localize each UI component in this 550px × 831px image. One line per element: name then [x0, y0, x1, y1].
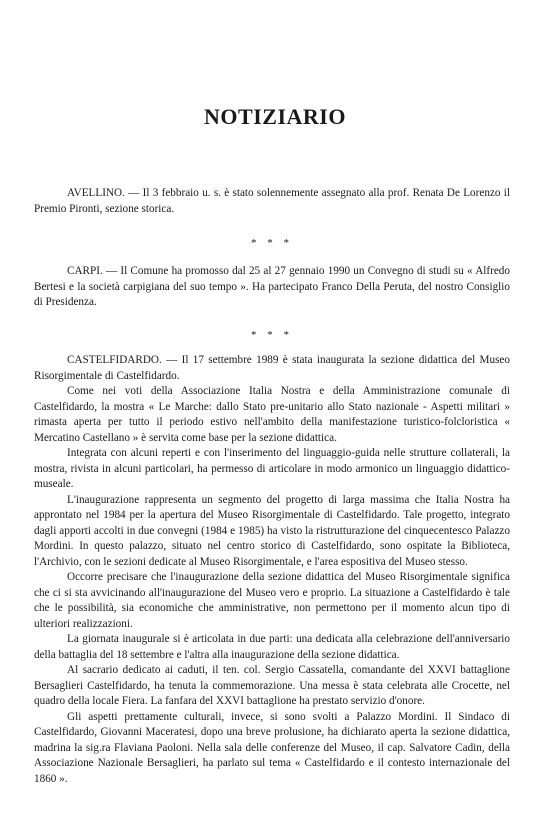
- section-castelfidardo: [34, 353, 510, 787]
- paragraph: CARPI. — Il Comune ha promosso dal 25 al 27 gennaio 1990 un Convegno di studi su « Alfredo Bertesi e la società carpigiana del suo tempo ». Ha partecipato Franco Della Peruta, del nostro Consiglio di Presidenza.: [34, 265, 510, 308]
- paragraph: Gli aspetti prettamente culturali, invece, si sono svolti a Palazzo Mordini. Il Sindaco di Castelfidardo, Giovanni Maceratesi, dopo una breve prolusione, ha dichiarato aperta la sezione didattica, madrina la sig.ra Flaviana Paoloni. Nella sala delle conferenze del Museo, il cap. Salvatore Cadin, della Associazione Nazionale Bersaglieri, ha parlato sul tema « Castelfidardo e il contesto internazionale del 1860 ».: [34, 710, 510, 785]
- separator-stars: * * *: [251, 329, 293, 341]
- paragraph: AVELLINO. — Il 3 febbraio u. s. è stato solennemente assegnato alla prof. Renata De Lorenzo il Premio Pironti, sezione storica.: [34, 187, 510, 215]
- paragraph: Come nei voti della Associazione Italia Nostra e della Amministrazione comunale di Castelfidardo, la mostra « Le Marche: dallo Stato pre-unitario allo Stato nazionale - Aspetti militari » rimasta aperta per tutto il periodo estivo nell'ambito della manifestazione turistico-folcloristica « Mercatino Castellano » è servita come base per la sezione didattica.: [34, 385, 510, 444]
- separator-1: [34, 236, 510, 252]
- paragraph: L'inaugurazione rappresenta un segmento del progetto di larga massima che Italia Nostra ha approntato nel 1984 per la apertura del Museo Risorgimentale di Castelfidardo. Tale progetto, integrato dagli apporti accolti in due convegni (1984 e 1985) ha visto la ristrutturazione del cinquecentesco Palazzo Mordini. In questo palazzo, situato nel centro storico di Castelfidardo, sono ospitate la Biblioteca, l'Archivio, con le sezioni dedicate al Museo Risorgimentale, e l'area espositiva del Museo stesso.: [34, 493, 510, 568]
- paragraph: CASTELFIDARDO. — Il 17 settembre 1989 è stata inaugurata la sezione didattica del Museo Risorgimentale di Castelfidardo.: [34, 354, 510, 382]
- paragraph: Occorre precisare che l'inaugurazione della sezione didattica del Museo Risorgimentale significa che ci si sta avvicinando all'inaugurazione del Museo vero e proprio. La situazione a Castelfidardo è tale che le possibilità, sia economiche che amministrative, non permettono per il momento alcun tipo di ulteriori realizzazioni.: [34, 571, 510, 630]
- paragraph: La giornata inaugurale si è articolata in due parti: una dedicata alla celebrazione dell'anniversario della battaglia del 18 settembre e l'altra alla inaugurazione della sezione didattica.: [34, 633, 510, 661]
- section-avellino: [34, 186, 510, 217]
- paragraph: Integrata con alcuni reperti e con l'inserimento del linguaggio-guida nelle strutture collaterali, la mostra, rivista in alcuni particolari, ha permesso di articolare in modo armonico un linguaggio didattico-museale.: [34, 447, 510, 490]
- page-title: NOTIZIARIO: [204, 104, 346, 129]
- section-carpi: [34, 264, 510, 311]
- separator-2: [34, 328, 510, 344]
- separator-stars: * * *: [251, 237, 293, 249]
- paragraph: Al sacrario dedicato ai caduti, il ten. col. Sergio Cassatella, comandante del XXVI battaglione Bersaglieri Castelfidardo, ha tenuta la commemorazione. Una messa è stata celebrata alle Crocette, nel quadro della locale Fiera. La fanfara del XXVI battaglione ha prestato servizio d'onore.: [34, 664, 510, 707]
